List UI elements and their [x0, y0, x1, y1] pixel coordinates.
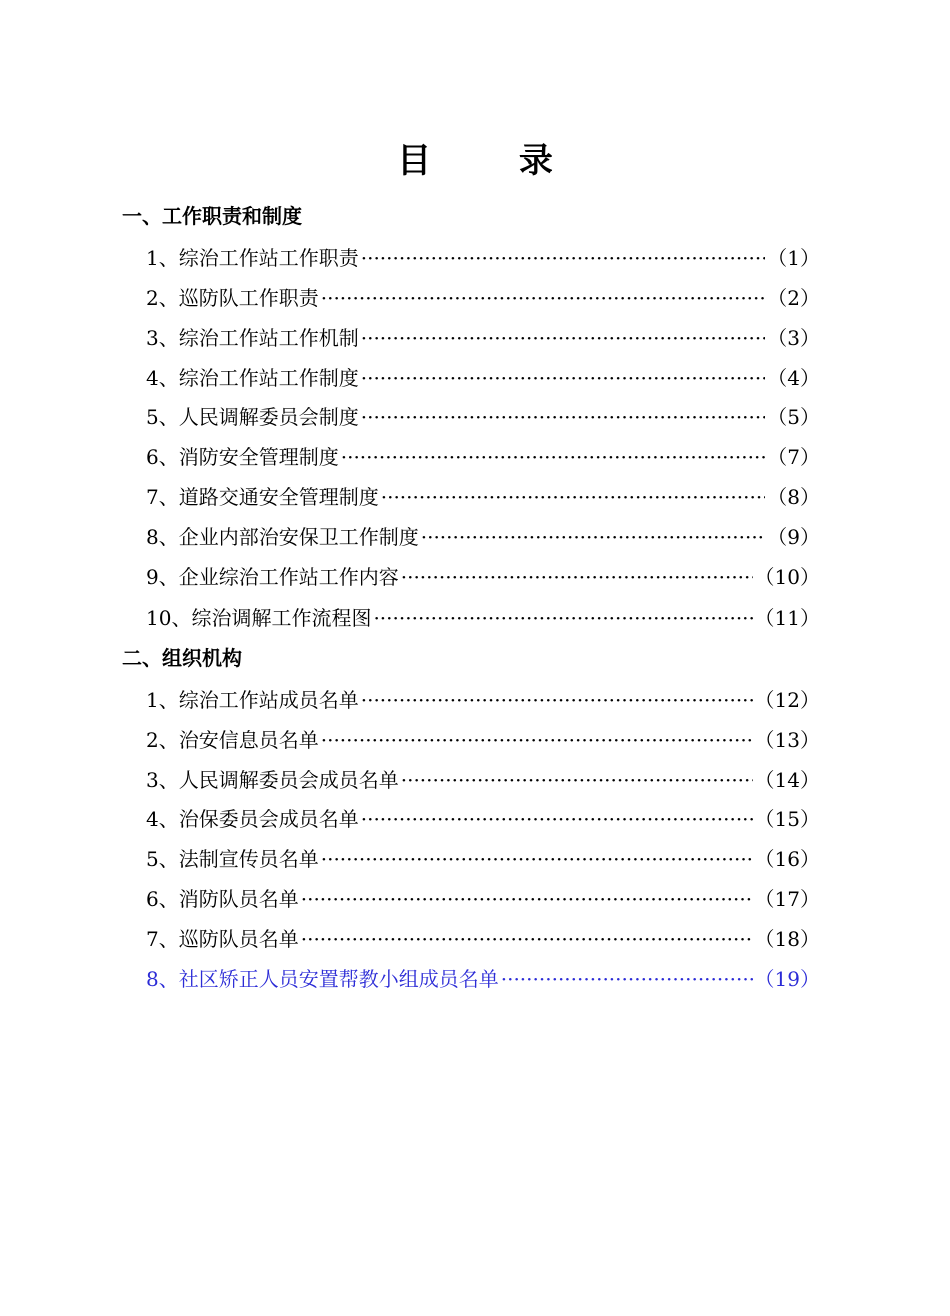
dot-leader [401, 765, 753, 795]
toc-entry[interactable] [146, 804, 820, 834]
section-heading-duties: 一、工作职责和制度 [122, 204, 302, 228]
toc-entry-label: 5、人民调解委员会制度 [146, 405, 359, 429]
toc-entry-label: 4、综治工作站工作制度 [146, 366, 359, 390]
toc-entry-label: 8、社区矫正人员安置帮教小组成员名单 [146, 967, 499, 991]
dot-leader [301, 924, 753, 954]
dot-leader [361, 243, 766, 273]
toc-entry[interactable] [146, 685, 820, 715]
toc-entry[interactable] [146, 323, 820, 353]
toc-entry[interactable] [146, 522, 820, 552]
toc-entry-label: 7、巡防队员名单 [146, 927, 299, 951]
dot-leader [321, 283, 766, 313]
dot-leader [501, 964, 753, 994]
toc-entry[interactable] [146, 562, 820, 592]
toc-entry-page: （4） [767, 366, 820, 390]
toc-entry[interactable] [146, 442, 820, 472]
toc-entry[interactable] [146, 283, 820, 313]
toc-entry-label: 4、治保委员会成员名单 [146, 807, 359, 831]
dot-leader [421, 522, 766, 552]
toc-entry[interactable] [146, 844, 820, 874]
toc-entry-page: （1） [767, 246, 820, 270]
toc-entry-page: （15） [754, 807, 820, 831]
toc-entry-label: 9、企业综治工作站工作内容 [146, 565, 399, 589]
toc-entry-page: （18） [754, 927, 820, 951]
toc-entry[interactable] [146, 884, 820, 914]
toc-entry[interactable] [146, 243, 820, 273]
toc-entry-label: 2、治安信息员名单 [146, 728, 319, 752]
dot-leader [361, 685, 753, 715]
toc-entry-label: 7、道路交通安全管理制度 [146, 485, 379, 509]
dot-leader [301, 884, 753, 914]
toc-entry-label: 1、综治工作站工作职责 [146, 246, 359, 270]
dot-leader [361, 402, 766, 432]
toc-entry[interactable] [146, 482, 820, 512]
dot-leader [373, 603, 752, 633]
dot-leader [381, 482, 766, 512]
toc-entry-page: （8） [767, 485, 820, 509]
toc-entry-label: 6、消防队员名单 [146, 887, 299, 911]
toc-entry-page: （7） [767, 445, 820, 469]
toc-entry-label: 10、综治调解工作流程图 [146, 606, 372, 630]
dot-leader [401, 562, 753, 592]
toc-entry[interactable] [146, 725, 820, 755]
toc-entry-label: 8、企业内部治安保卫工作制度 [146, 525, 419, 549]
toc-entry-page: （10） [754, 565, 820, 589]
toc-entry-highlighted[interactable] [146, 964, 820, 994]
toc-entry-page: （17） [754, 887, 820, 911]
toc-entry-label: 3、综治工作站工作机制 [146, 326, 359, 350]
toc-entry-page: （19） [754, 967, 820, 991]
toc-entry-page: （16） [754, 847, 820, 871]
toc-entry-page: （14） [754, 768, 820, 792]
toc-entry[interactable] [146, 402, 820, 432]
toc-entry[interactable] [146, 924, 820, 954]
dot-leader [361, 323, 766, 353]
toc-entry-page: （9） [767, 525, 820, 549]
toc-entry-page: （12） [754, 688, 820, 712]
toc-entry-page: （13） [754, 728, 820, 752]
toc-entry-page: （2） [767, 286, 820, 310]
page-title: 目 录 [397, 141, 591, 181]
dot-leader [361, 804, 753, 834]
toc-entry-page: （3） [767, 326, 820, 350]
toc-entry-label: 6、消防安全管理制度 [146, 445, 339, 469]
dot-leader [341, 442, 766, 472]
toc-entry-label: 5、法制宣传员名单 [146, 847, 319, 871]
toc-entry-page: （5） [767, 405, 820, 429]
toc-entry[interactable] [146, 603, 820, 633]
toc-entry[interactable] [146, 765, 820, 795]
toc-entry-page: （11） [754, 606, 820, 630]
dot-leader [321, 725, 753, 755]
toc-entry-label: 3、人民调解委员会成员名单 [146, 768, 399, 792]
section-heading-organization: 二、组织机构 [122, 646, 242, 670]
dot-leader [321, 844, 753, 874]
toc-entry[interactable] [146, 363, 820, 393]
dot-leader [361, 363, 766, 393]
toc-entry-label: 2、巡防队工作职责 [146, 286, 319, 310]
toc-entry-label: 1、综治工作站成员名单 [146, 688, 359, 712]
